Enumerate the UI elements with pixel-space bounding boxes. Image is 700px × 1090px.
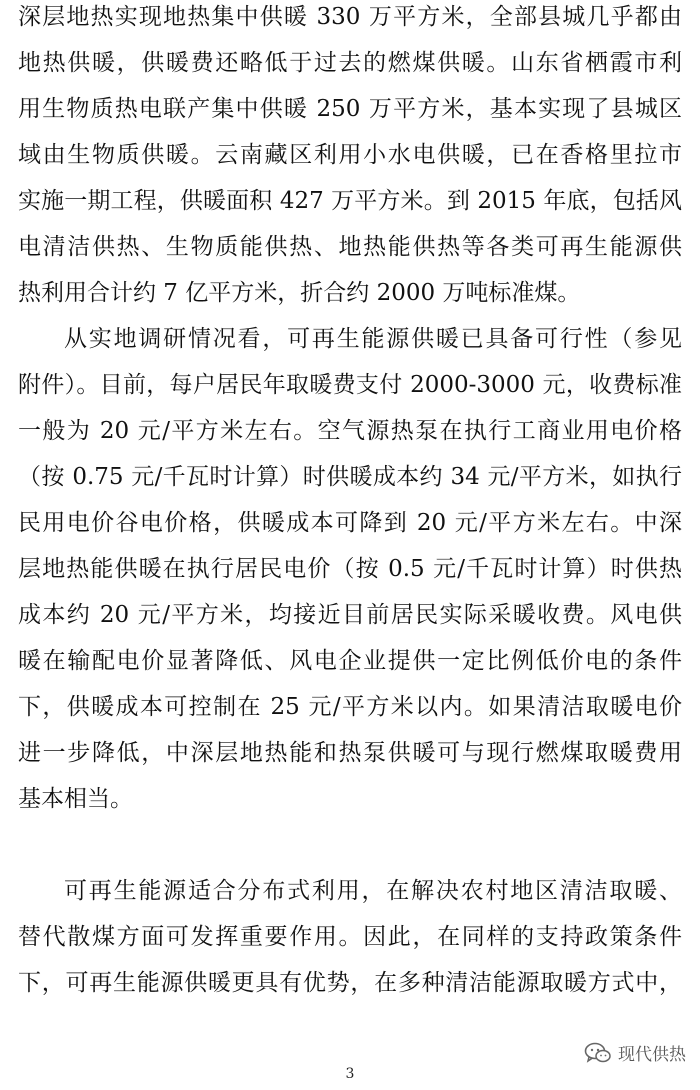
paragraph-feasibility (18, 316, 682, 822)
text-line: 热利用合计约 7 亿平方米，折合约 2000 万吨标准煤。 (18, 280, 581, 306)
text-line: 深层地热实现地热集中供暖 330 万平方米，全部县城几乎都由 (18, 4, 682, 30)
text-line: 电清洁供热、生物质能供热、地热能供热等各类可再生能源供 (18, 234, 682, 260)
text-line: 实施一期工程，供暖面积 427 万平方米。到 2015 年底，包括风 (18, 188, 682, 214)
text-line: 下，供暖成本可控制在 25 元/平方米以内。如果清洁取暖电价 (18, 694, 682, 720)
text-line: 层地热能供暖在执行居民电价（按 0.5 元/千瓦时计算）时供热 (18, 556, 682, 582)
text-line: 地热供暖，供暖费还略低于过去的燃煤供暖。山东省栖霞市利 (18, 50, 682, 76)
paragraph-distributed-use (18, 868, 682, 1006)
page-number: 3 (345, 1066, 355, 1082)
text-line: 可再生能源适合分布式利用，在解决农村地区清洁取暖、 (64, 878, 682, 904)
text-line: 下，可再生能源供暖更具有优势，在多种清洁能源取暖方式中， (18, 970, 682, 996)
text-line: 替代散煤方面可发挥重要作用。因此，在同样的支持政策条件 (18, 924, 682, 950)
paragraph-geothermal-biomass (18, 0, 682, 316)
wechat-icon (584, 1042, 612, 1064)
text-line: 用生物质热电联产集中供暖 250 万平方米，基本实现了县城区 (18, 96, 682, 122)
text-line: （按 0.75 元/千瓦时计算）时供暖成本约 34 元/平方米，如执行 (18, 464, 682, 490)
text-line: 进一步降低，中深层地热能和热泵供暖可与现行燃煤取暖费用 (18, 740, 682, 766)
text-line: 民用电价谷电价格，供暖成本可降到 20 元/平方米左右。中深 (18, 510, 682, 536)
text-line: 基本相当。 (18, 786, 133, 812)
text-line: 从实地调研情况看，可再生能源供暖已具备可行性（参见 (64, 326, 682, 352)
watermark (584, 1040, 686, 1065)
text-line: 域由生物质供暖。云南藏区利用小水电供暖，已在香格里拉市 (18, 142, 682, 168)
text-line: 暖在输配电价显著降低、风电企业提供一定比例低价电的条件 (18, 648, 682, 674)
text-line: 附件）。目前，每户居民年取暖费支付 2000-3000 元，收费标准 (18, 372, 682, 398)
text-line: 成本约 20 元/平方米，均接近目前居民实际采暖收费。风电供 (18, 602, 682, 628)
text-line: 一般为 20 元/平方米左右。空气源热泵在执行工商业用电价格 (18, 418, 682, 444)
watermark-text: 现代供热 (618, 1045, 686, 1065)
